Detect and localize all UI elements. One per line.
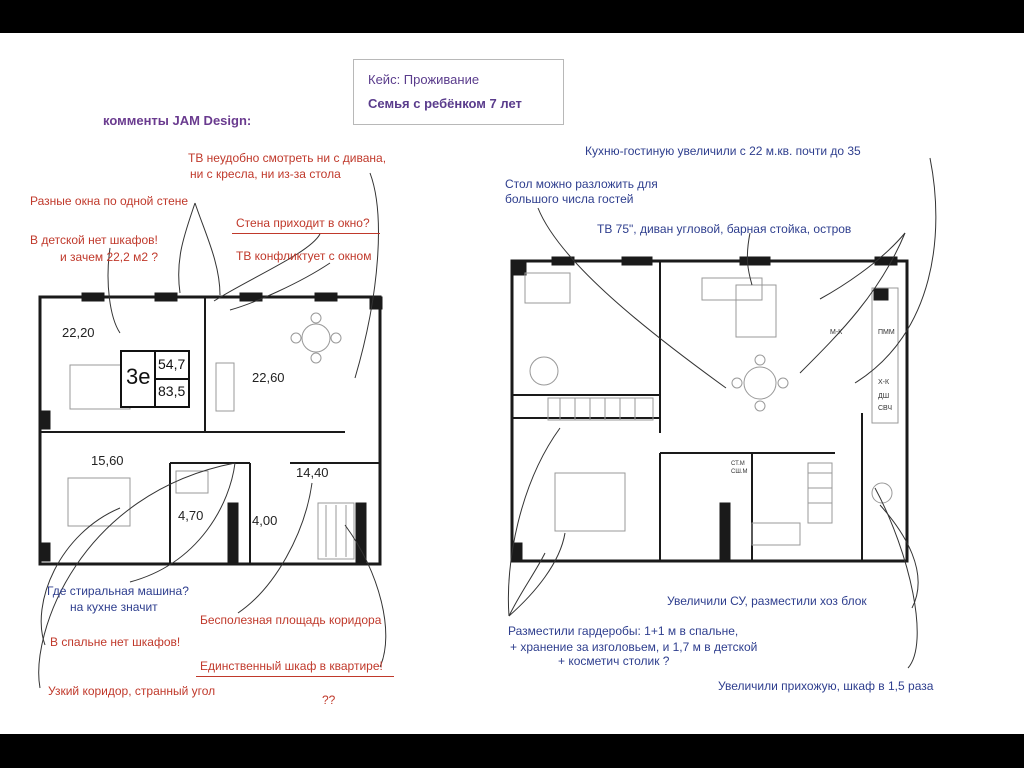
comment-in-kitchen: на кухне значит — [70, 600, 158, 614]
comment-useless-corridor: Бесполезная площадь коридора — [200, 613, 382, 627]
total-area: 83,5 — [158, 383, 186, 399]
left-window-2 — [155, 293, 177, 301]
left-dining-table — [302, 324, 330, 352]
comment-wardrobes: Разместили гардеробы: 1+1 м в спальне, — [508, 624, 739, 638]
comment-wall-window: Стена приходит в окно? — [236, 216, 370, 230]
comment-hallway: Увеличили прихожую, шкаф в 1,5 раза — [718, 679, 934, 693]
comment-narrow-corridor: Узкий коридор, странный угол — [48, 684, 216, 698]
comment-tv-window: ТВ конфликтует с окном — [236, 249, 372, 263]
room-area: 22,60 — [252, 370, 285, 385]
right-sofa-corner — [702, 278, 762, 300]
comment-bedroom-no-wardrobe: В спальне нет шкафов! — [50, 635, 181, 649]
right-window-4 — [875, 257, 897, 265]
fixture-label: Х-К — [878, 379, 890, 386]
case-subtitle: Семья с ребёнком 7 лет — [368, 96, 522, 111]
fixture-label: СШ.М — [731, 469, 748, 475]
comment-wardrobes-2: + хранение за изголовьем, и 1,7 м в детской — [510, 640, 758, 654]
left-wall-block-2 — [356, 503, 366, 563]
left-window-1 — [82, 293, 104, 301]
living-area: 54,7 — [158, 356, 186, 372]
comment-kitchen-enlarged: Кухню-гостиную увеличили с 22 м.кв. почти до 35 — [585, 144, 861, 158]
left-column-3 — [40, 411, 50, 429]
right-floorplan — [512, 257, 907, 561]
room-area: 22,20 — [62, 325, 95, 340]
apartment-metric-box — [120, 350, 190, 408]
comment-tv75: ТВ 75", диван угловой, барная стойка, остров — [597, 222, 852, 236]
right-window-2 — [622, 257, 652, 265]
comment-windows: Разные окна по одной стене — [30, 194, 189, 208]
comment-tv-view-2: ни с кресла, ни из-за стола — [190, 167, 341, 181]
comments-title: комменты JAM Design: — [103, 113, 252, 128]
fixture-label: ПММ — [878, 329, 895, 336]
room-area: 15,60 — [91, 453, 124, 468]
case-title: Кейс: Проживание — [368, 72, 480, 87]
right-window-1 — [552, 257, 574, 265]
apartment-code: 3е — [126, 364, 151, 389]
room-area: 4,00 — [252, 513, 278, 528]
comment-washing-machine: Где стиральная машина? — [47, 584, 189, 598]
right-window-3 — [740, 257, 770, 265]
comment-table-expand: Стол можно разложить для — [505, 177, 658, 191]
case-info-box — [353, 59, 564, 125]
right-wall-block — [720, 503, 730, 561]
fixture-label: М-К — [830, 329, 843, 336]
comment-vanity: + косметич столик ? — [558, 654, 670, 668]
right-kitchen-col — [874, 288, 888, 300]
right-dining-table — [744, 367, 776, 399]
left-wall-block — [228, 503, 238, 563]
right-hall-wardrobe — [808, 463, 832, 523]
right-plan-outer-wall — [512, 261, 907, 561]
right-island — [736, 285, 776, 337]
room-area: 4,70 — [178, 508, 204, 523]
comment-only-wardrobe: Единственный шкаф в квартире! — [200, 659, 383, 673]
fixture-label: СТ.М — [731, 461, 745, 467]
right-kitchen-run — [872, 288, 898, 423]
fixture-label: ДШ — [878, 393, 890, 400]
right-armchair — [530, 357, 558, 385]
floorplan-comparison — [0, 33, 1024, 734]
room-area: 14,40 — [296, 465, 329, 480]
right-bath — [752, 523, 800, 545]
comment-question-marks: ?? — [322, 693, 336, 707]
left-window-4 — [315, 293, 337, 301]
right-wardrobe-child — [548, 398, 653, 420]
left-column-2 — [40, 543, 50, 561]
comment-table-expand-2: большого числа гостей — [505, 192, 634, 206]
right-desk — [525, 273, 570, 303]
right-round-stool — [872, 483, 892, 503]
comment-tv-view: ТВ неудобно смотреть ни с дивана, — [188, 151, 387, 165]
right-column-1 — [512, 261, 526, 275]
right-bed — [555, 473, 625, 531]
left-bath — [176, 471, 208, 493]
left-sofa — [216, 363, 234, 411]
comment-kids-no-wardrobe: В детской нет шкафов! — [30, 233, 158, 247]
comment-why-22: и зачем 22,2 м2 ? — [60, 250, 159, 264]
fixture-label: СВЧ — [878, 405, 893, 412]
comment-bathroom: Увеличили СУ, разместили хоз блок — [667, 594, 867, 608]
